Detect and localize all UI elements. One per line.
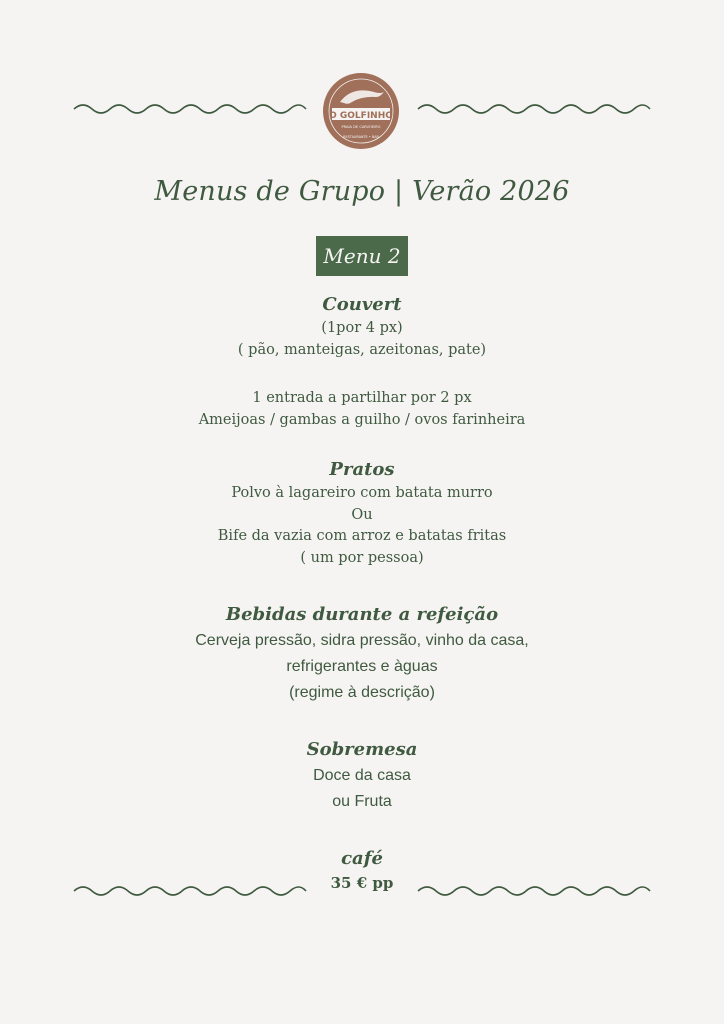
couvert-section: [0, 292, 724, 361]
restaurant-logo: [322, 72, 400, 150]
couvert-line: (1por 4 px): [321, 320, 403, 336]
entrada-section: [0, 388, 724, 431]
bebidas-section: [0, 602, 724, 706]
svg-text:O GOLFINHO: O GOLFINHO: [329, 111, 393, 121]
wave-divider-top-left: [72, 102, 308, 116]
couvert-heading: Couvert: [322, 294, 402, 315]
price-per-person: 35 € pp: [330, 874, 394, 892]
sobremesa-line: Doce da casa: [313, 767, 411, 784]
sobremesa-section: [0, 737, 724, 815]
wave-divider-top-right: [416, 102, 652, 116]
bebidas-heading: Bebidas durante a refeição: [225, 604, 499, 625]
pratos-line: ( um por pessoa): [300, 549, 424, 566]
wave-divider-bottom-left: [72, 884, 308, 898]
couvert-line: ( pão, manteigas, azeitonas, pate): [237, 341, 487, 358]
sobremesa-line: ou Fruta: [332, 793, 392, 810]
entrada-line: Ameijoas / gambas a guilho / ovos farinheira: [198, 411, 526, 428]
svg-text:RESTAURANTE • BAR: RESTAURANTE • BAR: [343, 135, 379, 139]
pratos-line: Bife da vazia com arroz e batatas fritas: [217, 528, 507, 544]
menu-badge: Menu 2: [316, 236, 408, 276]
pratos-line: Polvo à lagareiro com batata murro: [231, 485, 493, 501]
pratos-heading: Pratos: [329, 459, 395, 480]
pratos-line: Ou: [351, 506, 373, 523]
cafe-heading: café: [341, 848, 383, 869]
bebidas-line: Cerveja pressão, sidra pressão, vinho da casa,: [195, 632, 529, 649]
bebidas-line: refrigerantes e àguas: [286, 658, 438, 675]
page-title: Menus de Grupo | Verão 2026: [154, 176, 570, 207]
svg-text:PRAIA DE CARVOEIRO: PRAIA DE CARVOEIRO: [341, 125, 381, 129]
wave-divider-bottom-right: [416, 884, 652, 898]
entrada-line: 1 entrada a partilhar por 2 px: [252, 390, 472, 406]
sobremesa-heading: Sobremesa: [306, 739, 418, 760]
pratos-section: [0, 457, 724, 569]
bebidas-line: (regime à descrição): [289, 684, 435, 701]
